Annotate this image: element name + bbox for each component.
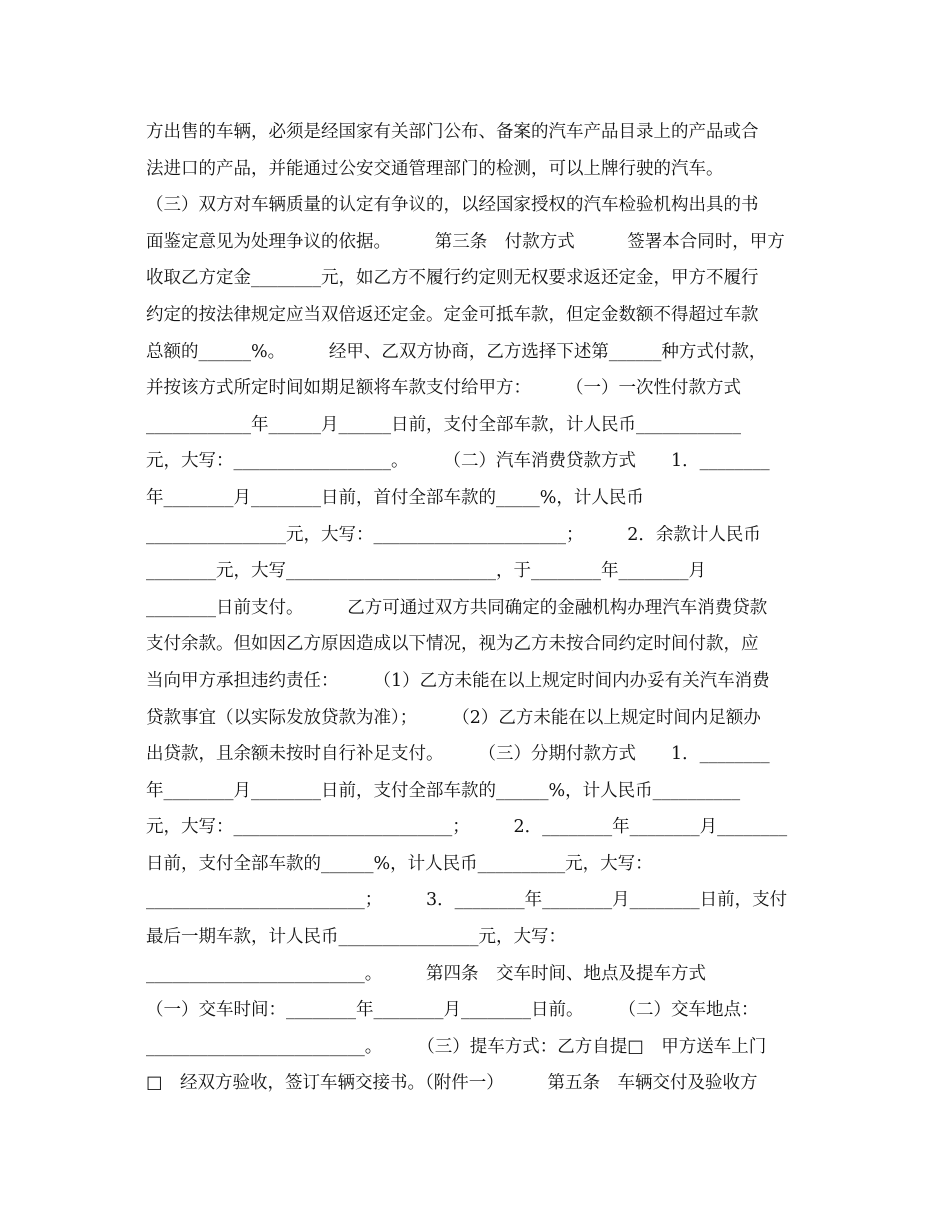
text-line-26: _________________________。 （三）提车方式：乙方自提□ 甲方送车上门 xyxy=(146,1036,767,1057)
text-line-17: 贷款事宜（以实际发放贷款为准）； （2）乙方未能在以上规定时间内足额办 xyxy=(146,707,761,728)
text-line-1: 方出售的车辆，必须是经国家有关部门公布、备案的汽车产品目录上的产品或合 xyxy=(146,122,759,142)
text-line-18: 出贷款，且余额未按时自行补足支付。 （三）分期付款方式 1．________ xyxy=(146,744,770,765)
text-line-5: 收取乙方定金________元，如乙方不履行约定则无权要求返还定金，甲方不履行 xyxy=(146,268,759,289)
text-line-24: _________________________。 第四条 交车时间、地点及提车方式 xyxy=(146,963,706,984)
text-line-16: 当向甲方承担违约责任： （1）乙方未能在以上规定时间内办妥有关汽车消费 xyxy=(146,670,770,691)
text-line-13: ________元，大写________________________，于________年________月 xyxy=(146,561,706,582)
text-line-8: 并按该方式所定时间如期足额将车款支付给甲方： （一）一次性付款方式 xyxy=(146,378,741,399)
text-line-14: ________日前支付。 乙方可通过双方共同确定的金融机构办理汽车消费贷款 xyxy=(146,597,768,618)
text-line-20: 元，大写：_________________________； 2．________年________月________ xyxy=(146,817,788,838)
text-line-22: _________________________； 3．________年________月________日前，支付 xyxy=(146,890,788,911)
text-line-2: 法进口的产品，并能通过公安交通管理部门的检测，可以上牌行驶的汽车。 xyxy=(146,158,724,179)
text-line-3: （三）双方对车辆质量的认定有争议的，以经国家授权的汽车检验机构出具的书 xyxy=(146,195,759,216)
text-line-19: 年________月________日前，支付全部车款的______%，计人民币__________ xyxy=(146,780,741,801)
text-line-4: 面鉴定意见为处理争议的依据。 第三条 付款方式 签署本合同时，甲方 xyxy=(146,231,785,252)
text-line-15: 支付余款。但如因乙方原因造成以下情况，视为乙方未按合同约定时间付款，应 xyxy=(146,634,759,655)
text-line-10: 元，大写：__________________。 （二）汽车消费贷款方式 1．________ xyxy=(146,451,770,472)
text-line-27: □ 经双方验收，签订车辆交接书。（附件一） 第五条 车辆交付及验收方 xyxy=(146,1073,758,1094)
text-line-11: 年________月________日前，首付全部车款的_____%，计人民币 xyxy=(146,487,644,508)
text-line-7: 总额的______%。 经甲、乙双方协商，乙方选择下述第______种方式付款， xyxy=(146,341,767,362)
text-line-23: 最后一期车款，计人民币________________元，大写： xyxy=(146,927,566,948)
text-line-25: （一）交车时间：________年________月________日前。 （二）交车地点： xyxy=(146,1000,759,1021)
contract-body-text xyxy=(146,114,816,1102)
text-line-12: ________________元，大写：______________________； 2．余款计人民币 xyxy=(146,524,761,545)
text-line-9: ____________年______月______日前，支付全部车款，计人民币____________ xyxy=(146,414,741,435)
text-line-21: 日前，支付全部车款的______%，计人民币__________元，大写： xyxy=(146,853,653,874)
text-line-6: 约定的按法律规定应当双倍返还定金。定金可抵车款，但定金数额不得超过车款 xyxy=(146,304,759,325)
